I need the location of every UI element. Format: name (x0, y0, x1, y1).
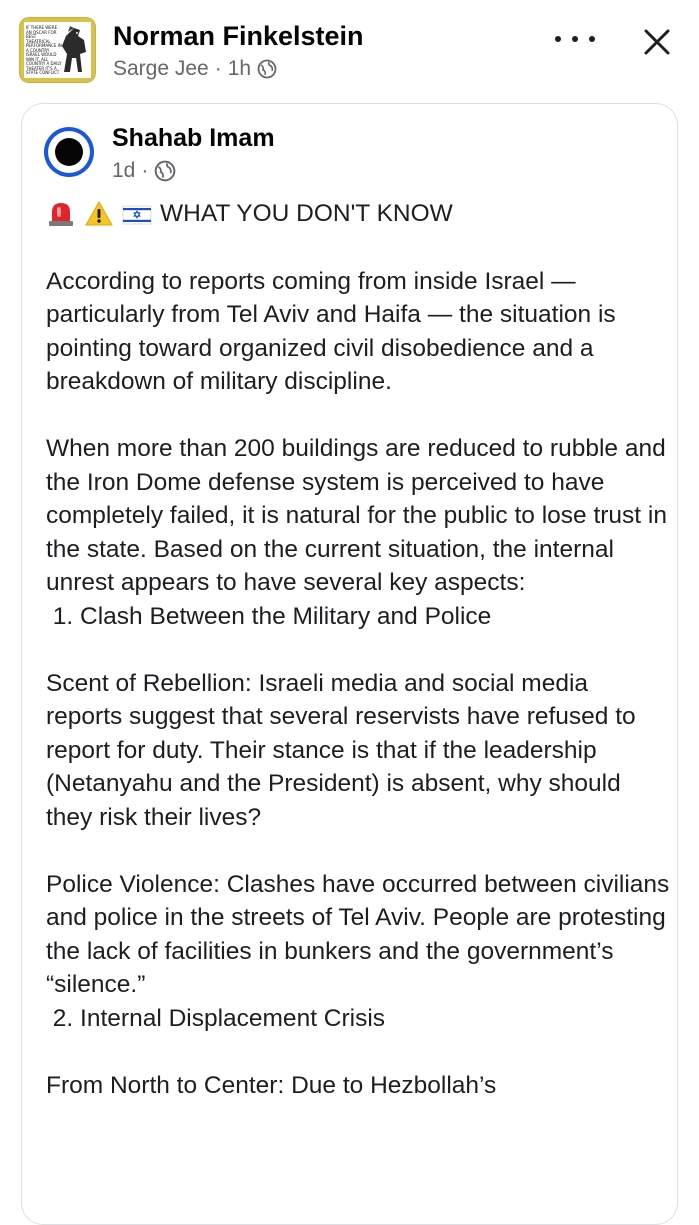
headline-text: WHAT YOU DON'T KNOW (160, 200, 453, 228)
list-item-heading: 2. Internal Displacement Crisis (46, 1004, 386, 1032)
paragraph: According to reports coming from inside Israel — particularly from Tel Aviv and Haifa — the situation is pointing toward organized civil disobedience and a breakdown of military discipline. (46, 267, 616, 395)
post-timestamp[interactable]: 1h (227, 57, 252, 80)
post-header (0, 0, 699, 100)
globe-icon (257, 59, 277, 79)
more-options-icon[interactable] (555, 24, 595, 54)
post-body (46, 197, 671, 1102)
paragraph: When more than 200 buildings are reduced to rubble and the Iron Dome defense system is perceived to have completely failed, it is natural for the public to lose trust in the state. Based on the current situation, the internal unrest appears to have several key aspects: (46, 435, 667, 596)
author-avatar[interactable] (44, 127, 94, 177)
post-headline (46, 197, 671, 231)
author-name[interactable]: Shahab Imam (112, 124, 275, 152)
israel-flag-emoji (122, 199, 152, 229)
shared-post-timestamp[interactable]: 1d (112, 159, 136, 182)
page-avatar-caption: IF THERE WERE AN OSCAR FOR BEST THEATRICAL PERFORMANCE IN A COUNTRY ISRAEL WOULD WIN IT. ALL COUNTRY A DAILY THEATER IT'S A STATE CONFLICT (26, 25, 62, 75)
post-meta (113, 57, 277, 81)
shared-by-name[interactable]: Sarge Jee (113, 57, 209, 80)
paragraph: Police Violence: Clashes have occurred between civilians and police in the streets of Tel Aviv. People are protesting the lack of facilities in bunkers and the government’s “silence.” (46, 870, 670, 998)
horse-image (58, 24, 90, 76)
paragraph: From North to Center: Due to Hezbollah’s (46, 1071, 497, 1099)
page-avatar-image (24, 22, 91, 78)
shared-post-meta (112, 159, 176, 183)
page-name-link[interactable]: Norman Finkelstein (113, 21, 364, 51)
page-avatar[interactable] (19, 17, 96, 83)
meta-separator: · (141, 159, 149, 182)
paragraph: Scent of Rebellion: Israeli media and social media reports suggest that several reservists have refused to report for duty. Their stance is that if the leadership (Netanyahu and the President) is absent, why should they risk their lives? (46, 669, 636, 831)
globe-icon (154, 160, 176, 182)
list-item-heading: 1. Clash Between the Military and Police (46, 602, 492, 630)
siren-emoji (46, 199, 76, 229)
warning-emoji (84, 199, 114, 229)
meta-separator: · (214, 57, 222, 80)
close-icon[interactable] (638, 23, 676, 61)
